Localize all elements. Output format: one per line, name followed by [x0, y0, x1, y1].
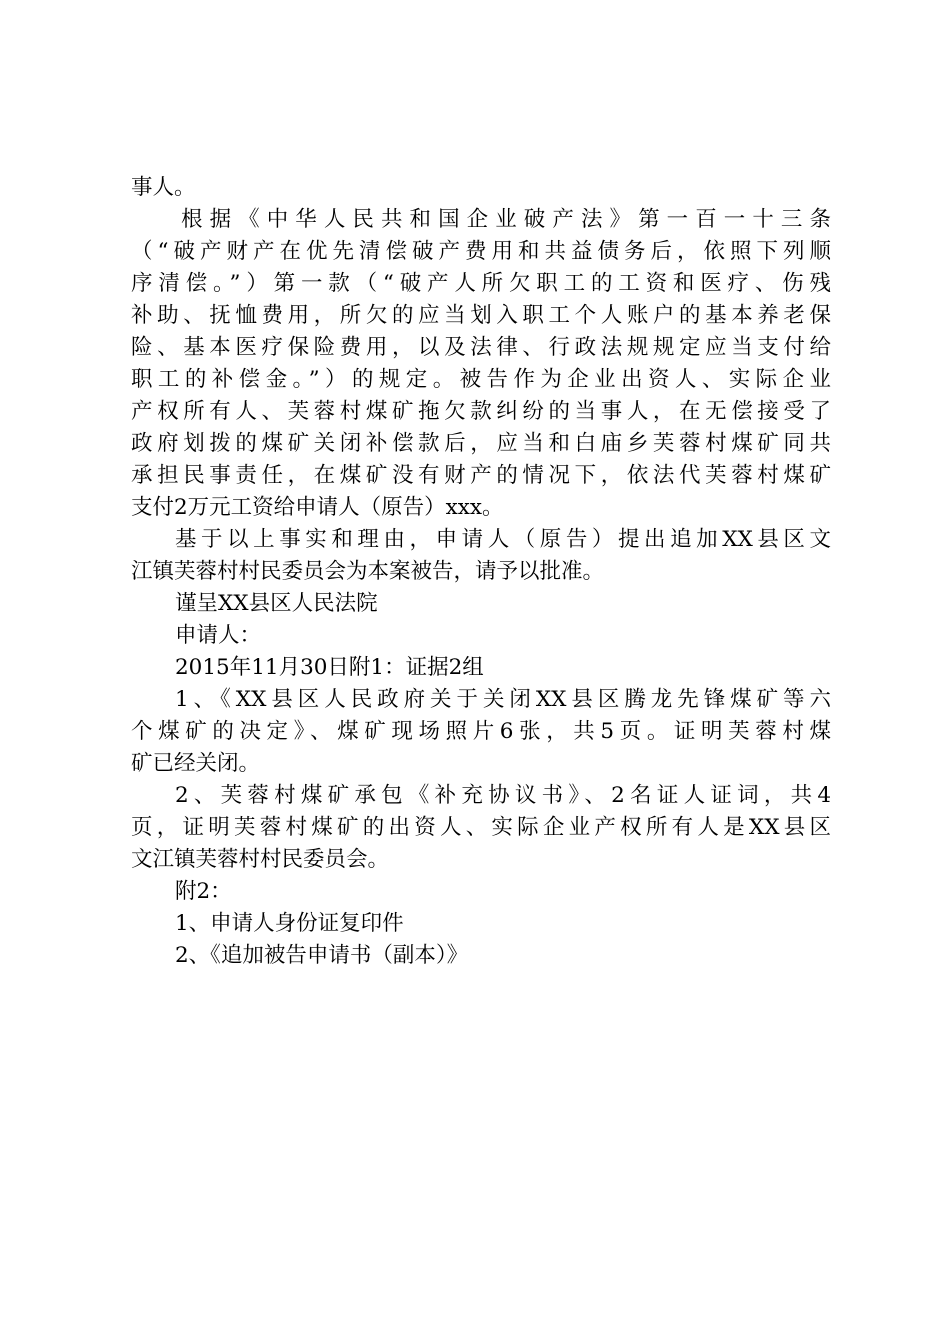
text-line: 江镇芙蓉村村民委员会为本案被告，请予以批准。 — [131, 559, 605, 584]
attachment-item: 2、《追加被告申请书（副本）》 — [175, 943, 469, 968]
text-line: 补助、抚恤费用，所欠的应当划入职工个人账户的基本养老保 — [131, 303, 831, 328]
paragraph-start: 基于以上事实和理由，申请人（原告）提出追加XX县区文 — [175, 527, 831, 552]
text-line: 政府划拨的煤矿关闭补偿款后，应当和白庙乡芙蓉村煤矿同共 — [131, 431, 831, 456]
text-line: 文江镇芙蓉村村民委员会。 — [131, 847, 390, 872]
text-line: 矿已经关闭。 — [131, 751, 261, 776]
text-line: 页，证明芙蓉村煤矿的出资人、实际企业产权所有人是XX县区 — [131, 815, 831, 840]
attachment-2-heading: 附2： — [175, 879, 232, 904]
text-line: 个煤矿的决定》、煤矿现场照片6张，共5页。证明芙蓉村煤 — [131, 719, 831, 744]
paragraph-start: 根据《中华人民共和国企业破产法》第一百一十三条 — [181, 207, 831, 232]
text-line: 序清偿。”）第一款（“破产人所欠职工的工资和医疗、伤残 — [131, 271, 831, 296]
text-line: 事人。 — [131, 175, 196, 200]
attachment-item: 1、申请人身份证复印件 — [175, 911, 404, 936]
applicant-signature: 申请人： — [175, 623, 262, 648]
text-line: 产权所有人、芙蓉村煤矿拖欠款纠纷的当事人，在无偿接受了 — [131, 399, 831, 424]
text-line: 承担民事责任，在煤矿没有财产的情况下，依法代芙蓉村煤矿 — [131, 463, 831, 488]
document-body — [131, 172, 831, 972]
text-line: 支付2万元工资给申请人（原告）xxx。 — [131, 495, 504, 520]
evidence-item: 2、芙蓉村煤矿承包《补充协议书》、2名证人证词，共4 — [175, 783, 831, 808]
text-line: 险、基本医疗保险费用，以及法律、行政法规规定应当支付给 — [131, 335, 831, 360]
evidence-item: 1、《XX县区人民政府关于关闭XX县区腾龙先锋煤矿等六 — [175, 687, 831, 712]
court-addressee: 谨呈XX县区人民法院 — [175, 591, 378, 616]
text-line: 职工的补偿金。”）的规定。被告作为企业出资人、实际企业 — [131, 367, 831, 392]
date-attachment-1: 2015年11月30日附1：证据2组 — [175, 655, 484, 680]
text-line: （“破产财产在优先清偿破产费用和共益债务后，依照下列顺 — [131, 239, 831, 264]
